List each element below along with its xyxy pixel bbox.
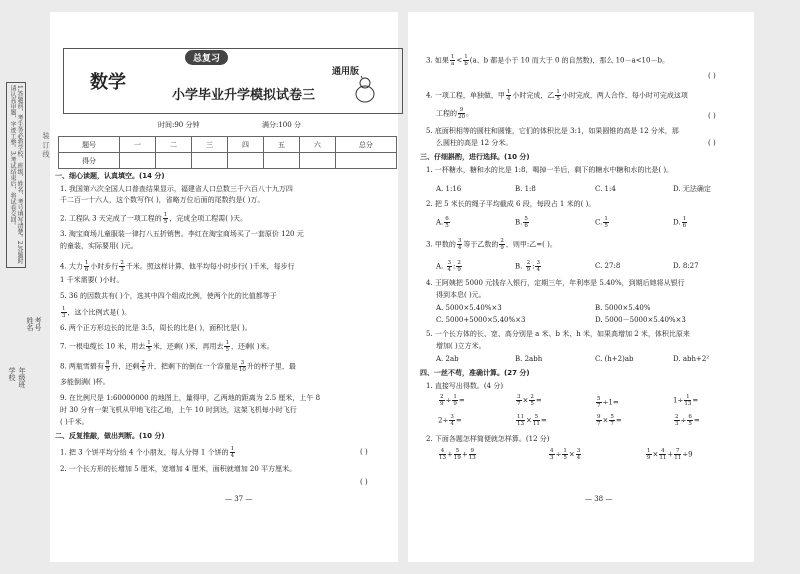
calc-item[interactable]: $\frac{2}{3}$ ÷ $\frac{6}{5}$ =: [675, 414, 700, 427]
page-number-38: — 38 —: [585, 495, 613, 503]
question-9-cont: 时 30 分有一架飞机从甲地飞往乙地，上午 10 时到达，这架飞机每小时飞行: [60, 406, 297, 414]
simplify-item[interactable]: $\frac{4}{3}$ ÷ $\frac{1}{5}$ × $\frac{3}{4}$: [550, 448, 581, 461]
choice-4-b[interactable]: B. 5000×5.40%: [595, 304, 651, 312]
calc-1-heading: 1. 直接写出得数。(4 分): [426, 382, 504, 390]
school-label: 学校: [8, 367, 16, 381]
choice-2: 2. 把 5 米长的绳子平均截成 6 段，每段占 1 米的( )。: [426, 200, 596, 208]
question-9-cont2: ( )千米。: [60, 418, 89, 426]
simplify-item[interactable]: $\frac{1}{9}$ × $\frac{4}{11}$ + $\frac{7}{11}$ ÷9: [647, 448, 693, 461]
question-8: 8. 两瓶雪碧有 $\frac{8}{5}$ 升，还剩 $\frac{2}{5}$ 升，把剩下的倒在一个容量是 $\frac{3}{10}$ 升的杯子里，最: [60, 360, 296, 373]
exam-time: 时间:90 分钟: [158, 121, 200, 129]
edition-badge: 通用版: [332, 67, 360, 77]
score-head: 四: [227, 137, 263, 153]
choice-1-a[interactable]: A. 1:16: [436, 185, 462, 193]
score-cell[interactable]: [156, 153, 192, 169]
page-number-37: — 37 —: [225, 495, 253, 503]
simplify-item[interactable]: $\frac{4}{13}$ + $\frac{5}{19}$ + $\frac{9}{13}$: [439, 448, 476, 461]
choice-5-a[interactable]: A. 2ab: [436, 355, 459, 363]
judge-2-answer[interactable]: ( ): [360, 478, 368, 486]
calc-item[interactable]: $\frac{3}{7}$ × $\frac{2}{5}$ =: [517, 394, 542, 407]
judge-3: 3. 如果 $\frac{1}{a}$ < $\frac{1}{b}$ (a、b 都是小于 10 而大于 0 的自然数)，那么 10－a<10－b。: [426, 54, 669, 67]
choice-2-d[interactable]: D. $\frac{1}{6}$: [673, 216, 687, 229]
section-1-heading: 一、细心读题，认真填空。(14 分): [55, 172, 165, 180]
score-table: [58, 136, 397, 169]
question-4-cont: 1 千米需要( )小时。: [60, 276, 124, 284]
score-head: 一: [120, 137, 156, 153]
score-cell[interactable]: [299, 153, 335, 169]
choice-5-d[interactable]: D. abh+2²: [673, 355, 710, 363]
question-8-cont: 多能倒满( )杯。: [60, 378, 110, 386]
question-9: 9. 在比例尺是 1:60000000 的地图上，量得甲，乙两地的距离为 2.5 厘米，上午 8: [60, 394, 321, 402]
judge-4-cont: 工程的 $\frac{9}{20}$ 。: [436, 107, 473, 120]
choice-2-b[interactable]: B. $\frac{5}{6}$: [515, 216, 528, 229]
question-4: 4. 大力 $\frac{1}{6}$ 小时步行 $\frac{2}{3}$ 千米。照这样计算，他平均每小时步行( )千米，每步行: [60, 260, 295, 273]
choice-3-b[interactable]: B. $\frac{2}{9}$ : $\frac{3}{4}$: [515, 260, 540, 273]
score-head: 六: [299, 137, 335, 153]
question-3-cont: 的童装，实际要用( )元。: [60, 242, 138, 250]
name-label: 姓名: [26, 317, 34, 331]
judge-2: 2. 一个长方形的长增加 5 厘米，宽增加 4 厘米，面积就增加 20 平方厘米。: [60, 465, 297, 473]
question-6: 6. 两个正方形边长的比是 3:5，周长的比是( )，面积比是( )。: [60, 324, 252, 332]
section-3-heading: 三、仔细斟酌，进行选择。(10 分): [420, 153, 530, 161]
calc-item[interactable]: 2÷ $\frac{3}{4}$ =: [438, 414, 462, 427]
score-row-label: 得分: [59, 153, 120, 169]
review-banner: 总复习: [185, 50, 228, 65]
choice-1-b[interactable]: B. 1:8: [515, 185, 536, 193]
score-head: 题号: [59, 137, 120, 153]
calc-item[interactable]: 1÷ $\frac{1}{13}$ =: [673, 394, 699, 407]
judge-5-answer[interactable]: ( ): [708, 139, 716, 147]
full-score: 满分:100 分: [262, 121, 301, 129]
choice-1-c[interactable]: C. 1:4: [595, 185, 616, 193]
cut-line: 装 订 线: [42, 132, 50, 158]
score-cell[interactable]: [192, 153, 228, 169]
id-label: 考号: [34, 317, 42, 331]
judge-3-answer[interactable]: ( ): [708, 72, 716, 80]
exam-title: 小学毕业升学模拟试卷三: [172, 88, 316, 103]
score-cell[interactable]: [120, 153, 156, 169]
choice-4-cont: 得到本息( )元。: [436, 291, 486, 299]
question-2: 2. 工程队 3 天完成了一项工程的 $\frac{1}{5}$ ，完成全项工程需( )天。: [60, 212, 247, 225]
choice-3-c[interactable]: C. 27:8: [595, 262, 621, 270]
score-cell[interactable]: [227, 153, 263, 169]
calc-item[interactable]: $\frac{2}{9}$ ÷ $\frac{1}{9}$ =: [440, 394, 465, 407]
question-5-cont: $\frac{1}{3}$ ，这个比例式是( )。: [62, 306, 132, 319]
choice-5: 5. 一个长方体的长、宽、高分别是 a 米、b 米、h 米，如果高增加 2 米，体积比原来: [426, 330, 690, 338]
judge-4: 4. 一项工程，单独做，甲 $\frac{1}{4}$ 小时完成，乙 $\frac{1}{5}$ 小时完成，两人合作，每小时可完成这项: [426, 89, 688, 102]
choice-3: 3. 甲数的 $\frac{3}{4}$ 等于乙数的 $\frac{2}{9}$ ，则甲:乙=( )。: [426, 238, 557, 251]
subject-title: 数学: [90, 72, 126, 93]
class-label: 年级班: [18, 367, 26, 388]
section-2-heading: 二、反复推敲，做出判断。(10 分): [55, 432, 165, 440]
judge-5: 5. 底面积相等的圆柱和圆锥，它们的体积比是 3:1，如果圆锥的高是 12 分米，那: [426, 127, 679, 135]
choice-5-cont: 增加( )立方米。: [436, 342, 486, 350]
mascot-icon: [350, 76, 380, 104]
score-head: 总分: [335, 137, 396, 153]
choice-4-c[interactable]: C. 5000+5000×5.40%×3: [436, 316, 526, 324]
binding-strip: [4, 12, 48, 562]
score-cell[interactable]: [263, 153, 299, 169]
choice-5-c[interactable]: C. (h+2)ab: [595, 355, 634, 363]
exam-notes: 1.答题前，考生务必将学校、班级、姓名、考号填写清楚。2.答题时请认真审题，字迹工整。3.考试结束后，将试卷交回。: [6, 82, 26, 268]
judge-1: 1. 把 3 个饼平均分给 4 个小朋友，每人分得 1 个饼的 $\frac{1}{4}$: [60, 446, 235, 459]
score-head: 五: [263, 137, 299, 153]
score-head: 二: [156, 137, 192, 153]
choice-5-b[interactable]: B. 2abh: [515, 355, 543, 363]
question-7: 7. 一根电缆长 10 米，用去 $\frac{1}{5}$ 米，还剩( )米，再用去 $\frac{1}{5}$ ，还剩( )米。: [60, 340, 274, 353]
section-4-heading: 四、一丝不苟，准确计算。(27 分): [420, 369, 530, 377]
judge-1-answer[interactable]: ( ): [360, 448, 368, 456]
choice-4: 4. 王阿姨把 5000 元钱存入银行，定期三年，年利率是 5.40%，到期后她将从银行: [426, 279, 685, 287]
calc-item[interactable]: $\frac{5}{7}$ ÷1=: [597, 396, 619, 409]
calc-item[interactable]: $\frac{9}{7}$ × $\frac{5}{7}$ =: [597, 414, 622, 427]
choice-4-d[interactable]: D. 5000－5000×5.40%×3: [595, 316, 686, 324]
calc-2-heading: 2. 下面各题怎样简便就怎样算。(12 分): [426, 435, 550, 443]
judge-5-cont: 么圆柱的高是 12 分米。: [436, 139, 513, 147]
choice-1-d[interactable]: D. 无法确定: [673, 185, 711, 193]
choice-3-d[interactable]: D. 8:27: [673, 262, 699, 270]
question-3: 3. 淘宝商场儿童服装一律打八五折销售。李红在淘宝商场买了一套原价 120 元: [60, 230, 304, 238]
calc-item[interactable]: $\frac{11}{13}$ × $\frac{5}{11}$ =: [517, 414, 547, 427]
choice-3-a[interactable]: A. $\frac{3}{4}$ : $\frac{2}{9}$: [436, 260, 461, 273]
choice-2-a[interactable]: A. $\frac{6}{5}$: [436, 216, 449, 229]
question-5: 5. 36 的因数共有( )个，选其中四个组成比例，使两个比的比值都等于: [60, 292, 277, 300]
question-1: 1. 我国第六次全国人口普查结果显示，福建省人口总数三千六百八十九万四: [60, 185, 293, 193]
choice-1: 1. 一杯糖水，糖和水的比是 1:8，喝掉一半后，剩下的糖水中糖和水的比是( )。: [426, 166, 674, 174]
question-1-cont: 千二百一十六人，这个数写作( )，省略万位后面的尾数约是( )万。: [60, 196, 265, 204]
score-cell[interactable]: [335, 153, 396, 169]
judge-4-answer[interactable]: ( ): [708, 112, 716, 120]
choice-2-c[interactable]: C. $\frac{1}{5}$: [595, 216, 608, 229]
choice-4-a[interactable]: A. 5000×5.40%×3: [436, 304, 502, 312]
score-head: 三: [192, 137, 228, 153]
